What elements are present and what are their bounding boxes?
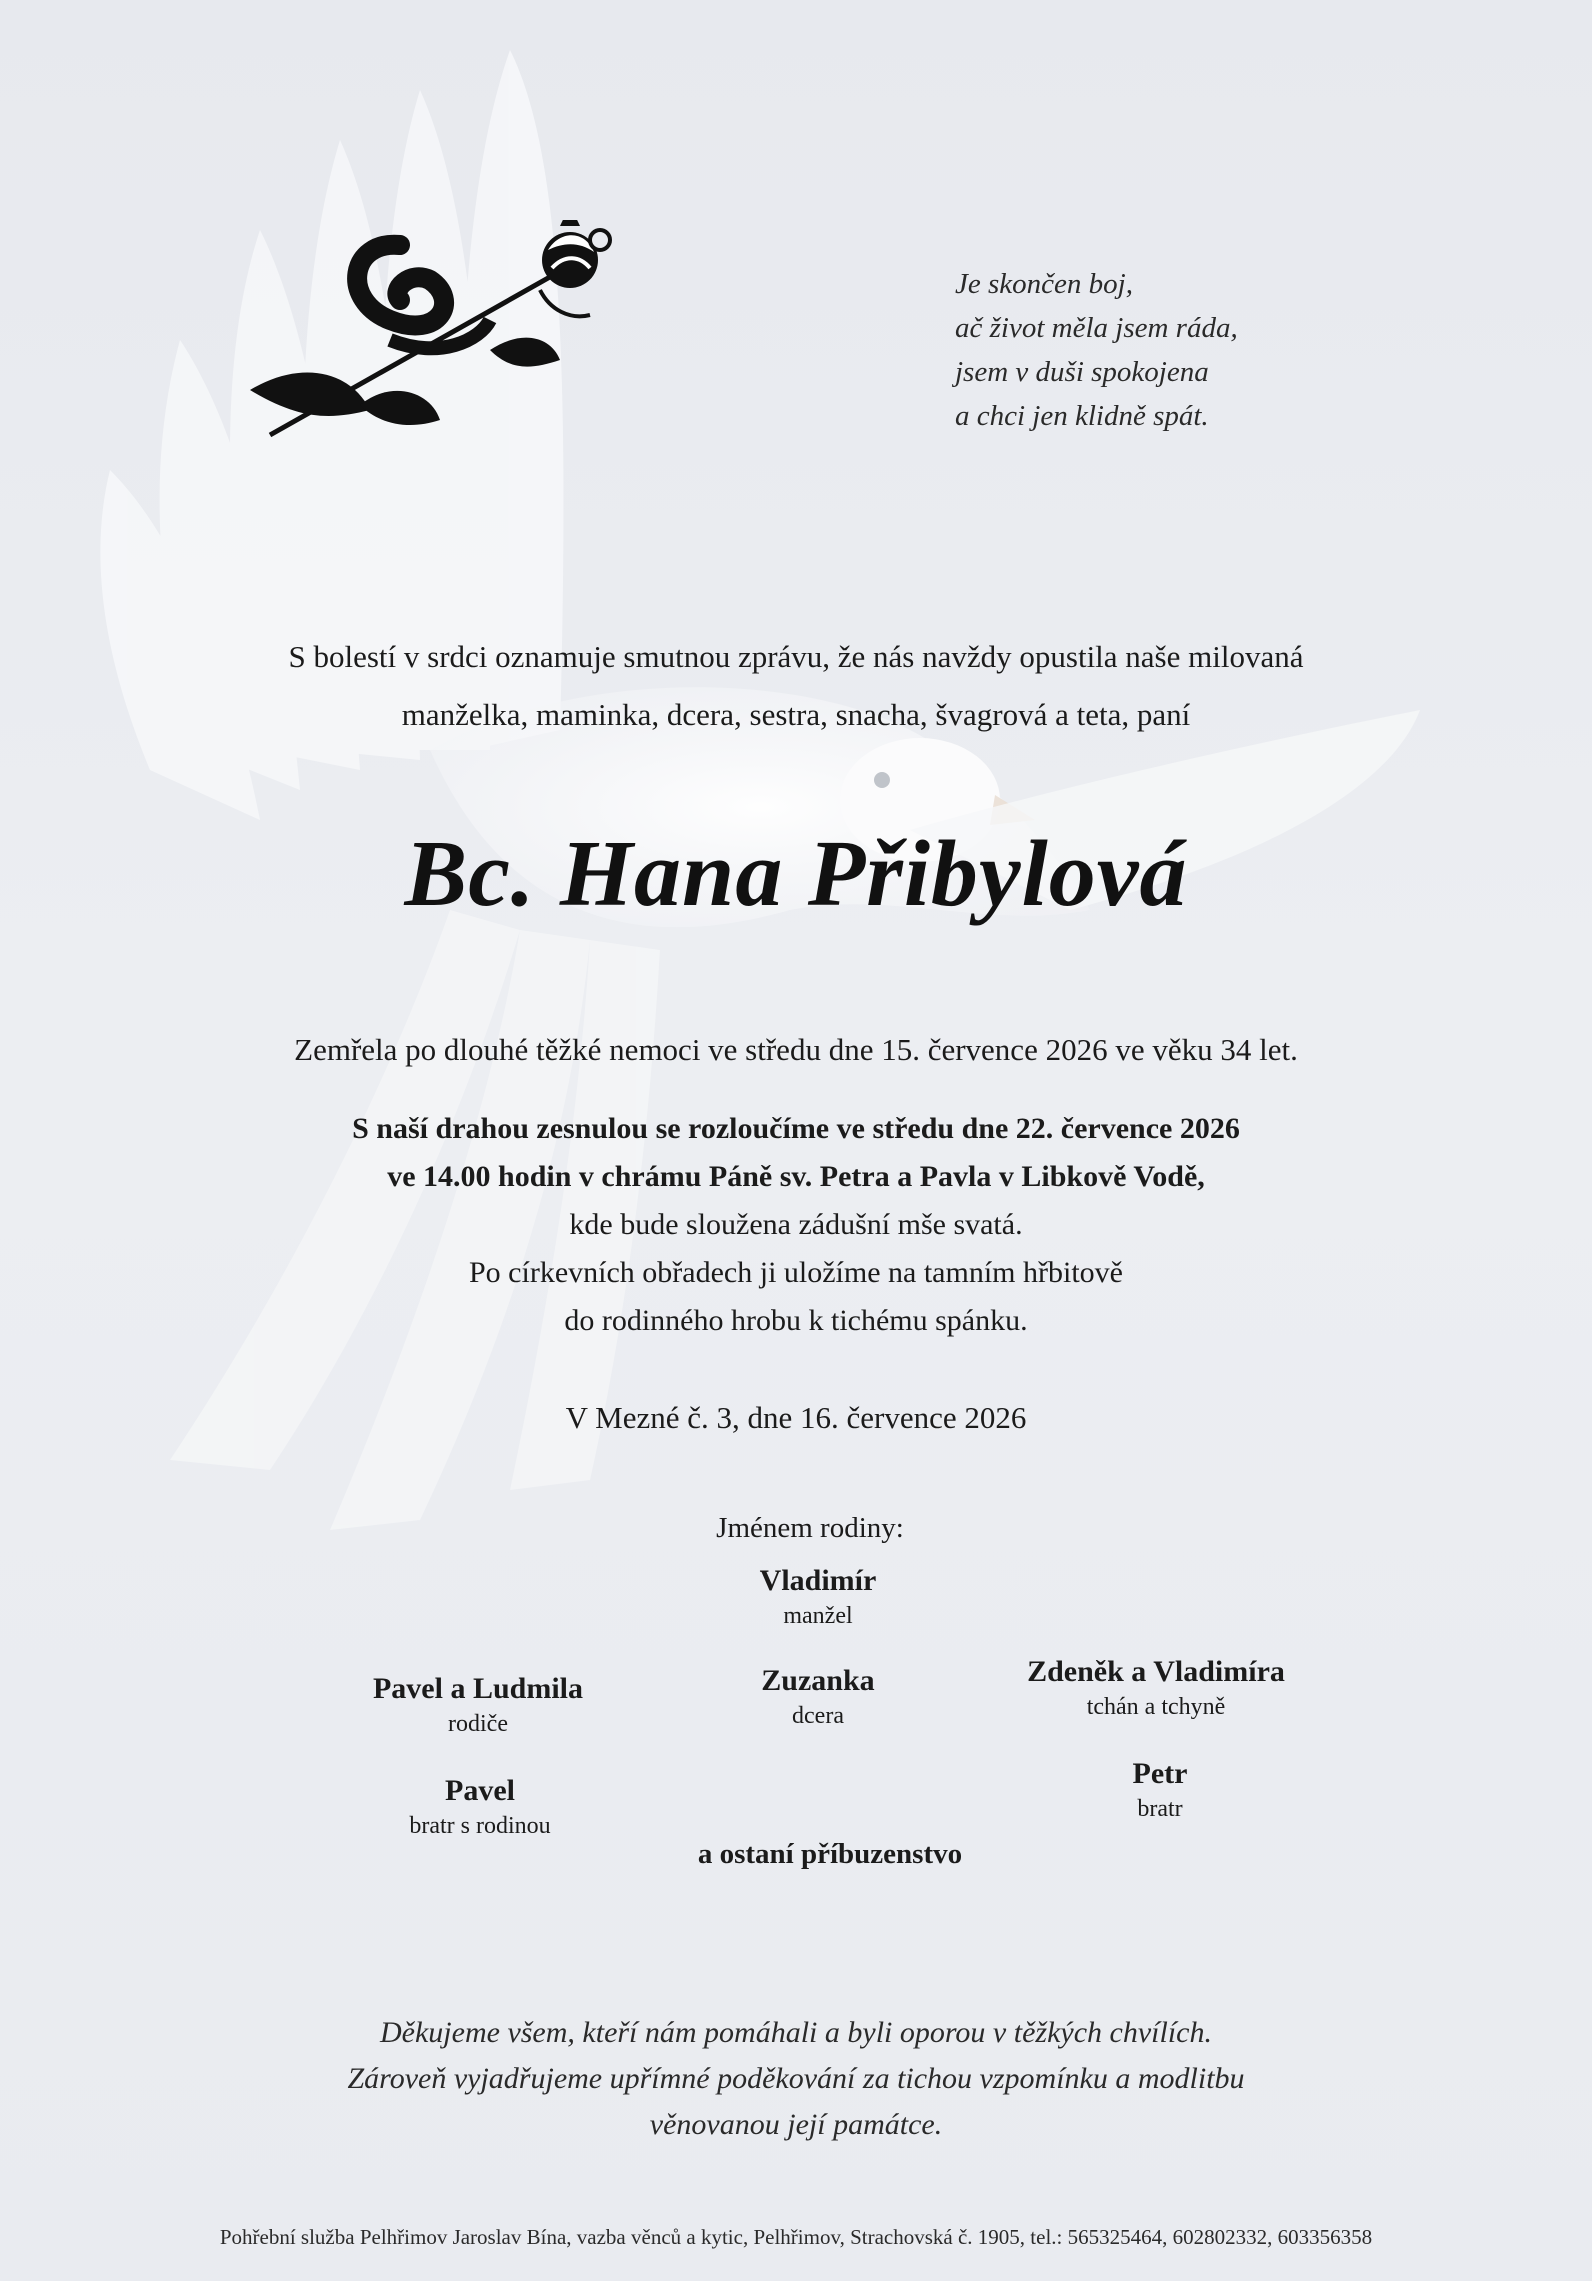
intro-line: S bolestí v srdci oznamuje smutnou zprávu, že nás navždy opustila naše milovaná [288,639,1304,674]
member-name: Pavel a Ludmila [372,1672,583,1705]
family-member [946,1653,1366,1723]
funeral-line: S naší drahou zesnulou se rozloučíme ve středu dne 22. července 2026 [352,1112,1240,1145]
place-date: V Mezné č. 3, dne 16. července 2026 [565,1400,1027,1435]
member-role: bratr s rodinou [409,1813,551,1839]
member-role: dcera [792,1703,844,1729]
thanks-line: Zároveň vyjadřujeme upřímné poděkování za tichou vzpomínku a modlitbu [347,2062,1245,2095]
family-intro: Jménem rodiny: [716,1512,904,1544]
funeral-details [0,1105,1592,1345]
funeral-line: kde bude sloužena zádušní mše svatá. [569,1208,1023,1241]
rose-ornament-icon [240,220,660,460]
member-role: manžel [783,1603,853,1629]
poem-line: ač život měla jsem ráda, [955,312,1238,344]
member-name: Vladimír [759,1564,877,1597]
poem-line: Je skončen boj, [955,268,1133,300]
thanks-line: věnovanou její památce. [649,2108,943,2141]
member-name: Zuzanka [761,1664,875,1697]
funeral-line: Po církevních obřadech ji uložíme na tamním hřbitově [469,1256,1123,1289]
deceased-name: Bc. Hana Přibylová [404,822,1188,926]
death-notice: Zemřela po dlouhé těžké nemoci ve středu dne 15. července 2026 ve věku 34 let. [294,1032,1298,1067]
poem-line: a chci jen klidně spát. [955,400,1209,432]
member-role: bratr [1137,1796,1183,1822]
family-member [950,1755,1370,1825]
family-member [270,1772,690,1842]
announcement-intro [0,628,1592,744]
poem-verse [955,262,1375,438]
member-name: Petr [1132,1757,1188,1790]
funeral-service-footer: Pohřební služba Pelhřimov Jaroslav Bína, vazba věnců a kytic, Pelhřimov, Strachovská č. 1905, tel.: 565325464, 602802332, 603356358 [219,2225,1373,2249]
intro-line: manželka, maminka, dcera, sestra, snacha, švagrová a teta, paní [401,697,1191,732]
member-role: rodiče [448,1711,508,1737]
funeral-line: ve 14.00 hodin v chrámu Páně sv. Petra a Pavla v Libkově Vodě, [387,1160,1205,1193]
thanks-message [0,2010,1592,2148]
poem-line: jsem v duši spokojena [955,356,1209,388]
family-member [608,1562,1028,1632]
member-name: Pavel [445,1774,515,1807]
thanks-line: Děkujeme všem, kteří nám pomáhali a byli oporou v těžkých chvílích. [380,2016,1212,2049]
funeral-line: do rodinného hrobu k tichému spánku. [564,1304,1028,1337]
other-relatives: a ostaní příbuzenstvo [697,1838,963,1870]
member-role: tchán a tchyně [1086,1694,1226,1720]
member-name: Zdeněk a Vladimíra [1027,1655,1285,1688]
